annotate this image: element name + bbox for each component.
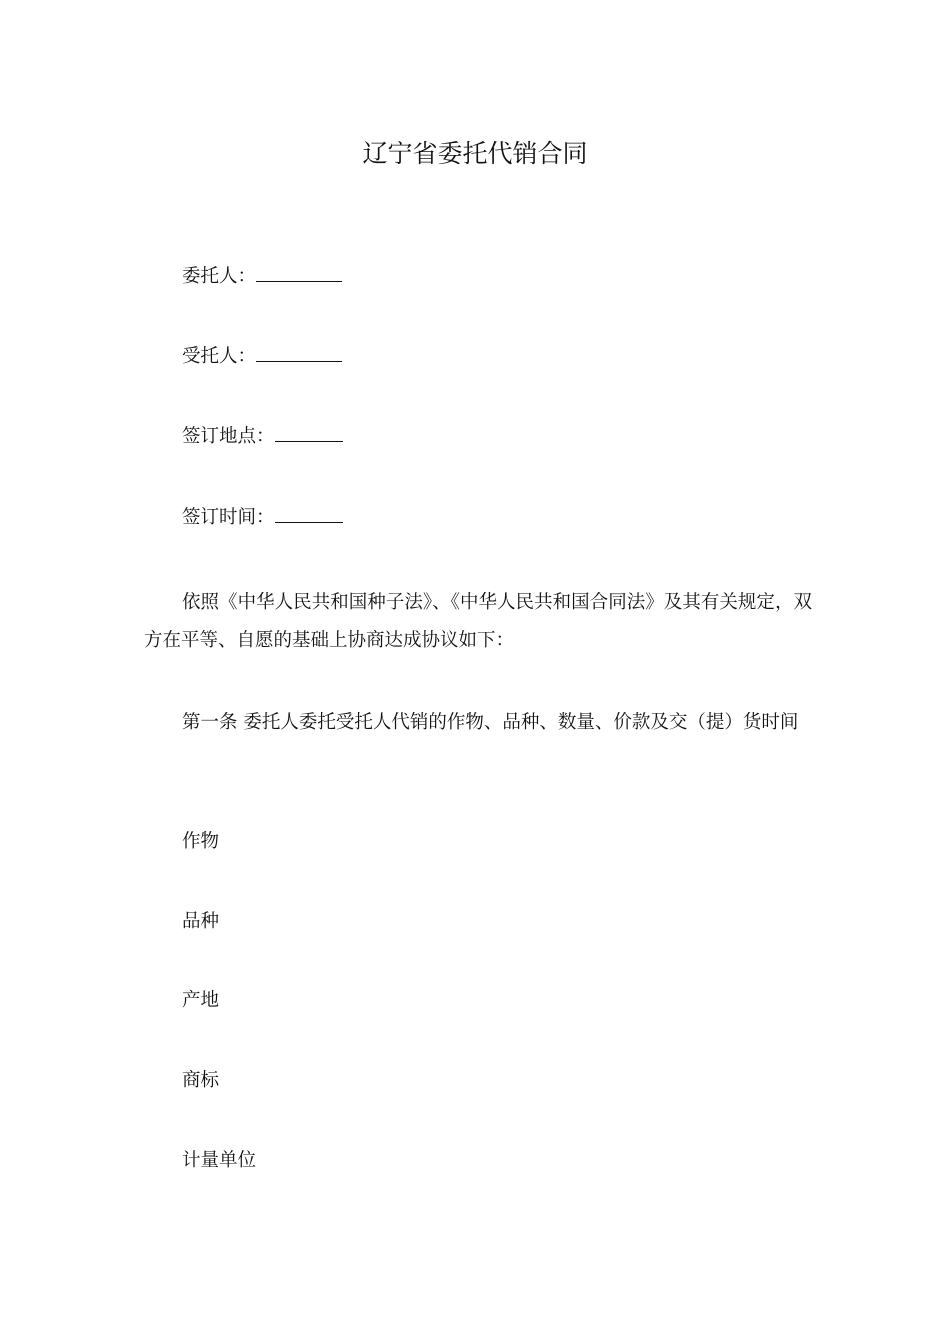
fill-blank [275, 425, 343, 442]
fill-blank [275, 506, 343, 523]
field-label: 签订地点： [182, 426, 275, 447]
preamble-paragraph: 依照《中华人民共和国种子法》、《中华人民共和国合同法》及其有关规定，双方在平等、自愿的基础上协商达成协议如下： [144, 592, 812, 651]
item-unit: 计量单位 [182, 1150, 257, 1171]
item-origin: 产地 [182, 990, 220, 1011]
field-label: 受托人： [182, 346, 257, 367]
field-signing-time [144, 499, 852, 537]
document-title: 辽宁省委托代销合同 [362, 139, 588, 168]
fill-blank [256, 265, 342, 282]
item-variety: 品种 [182, 911, 220, 932]
article-1: 第一条 委托人委托受托人代销的作物、品种、数量、价款及交（提）货时间 [182, 712, 799, 733]
field-principal [144, 258, 852, 296]
fill-blank [256, 345, 342, 362]
field-label: 委托人： [182, 266, 257, 287]
field-label: 签订时间： [182, 507, 275, 528]
item-trademark: 商标 [182, 1070, 220, 1091]
field-signing-place [144, 418, 852, 456]
field-agent [144, 338, 852, 376]
item-crop: 作物 [182, 831, 220, 852]
